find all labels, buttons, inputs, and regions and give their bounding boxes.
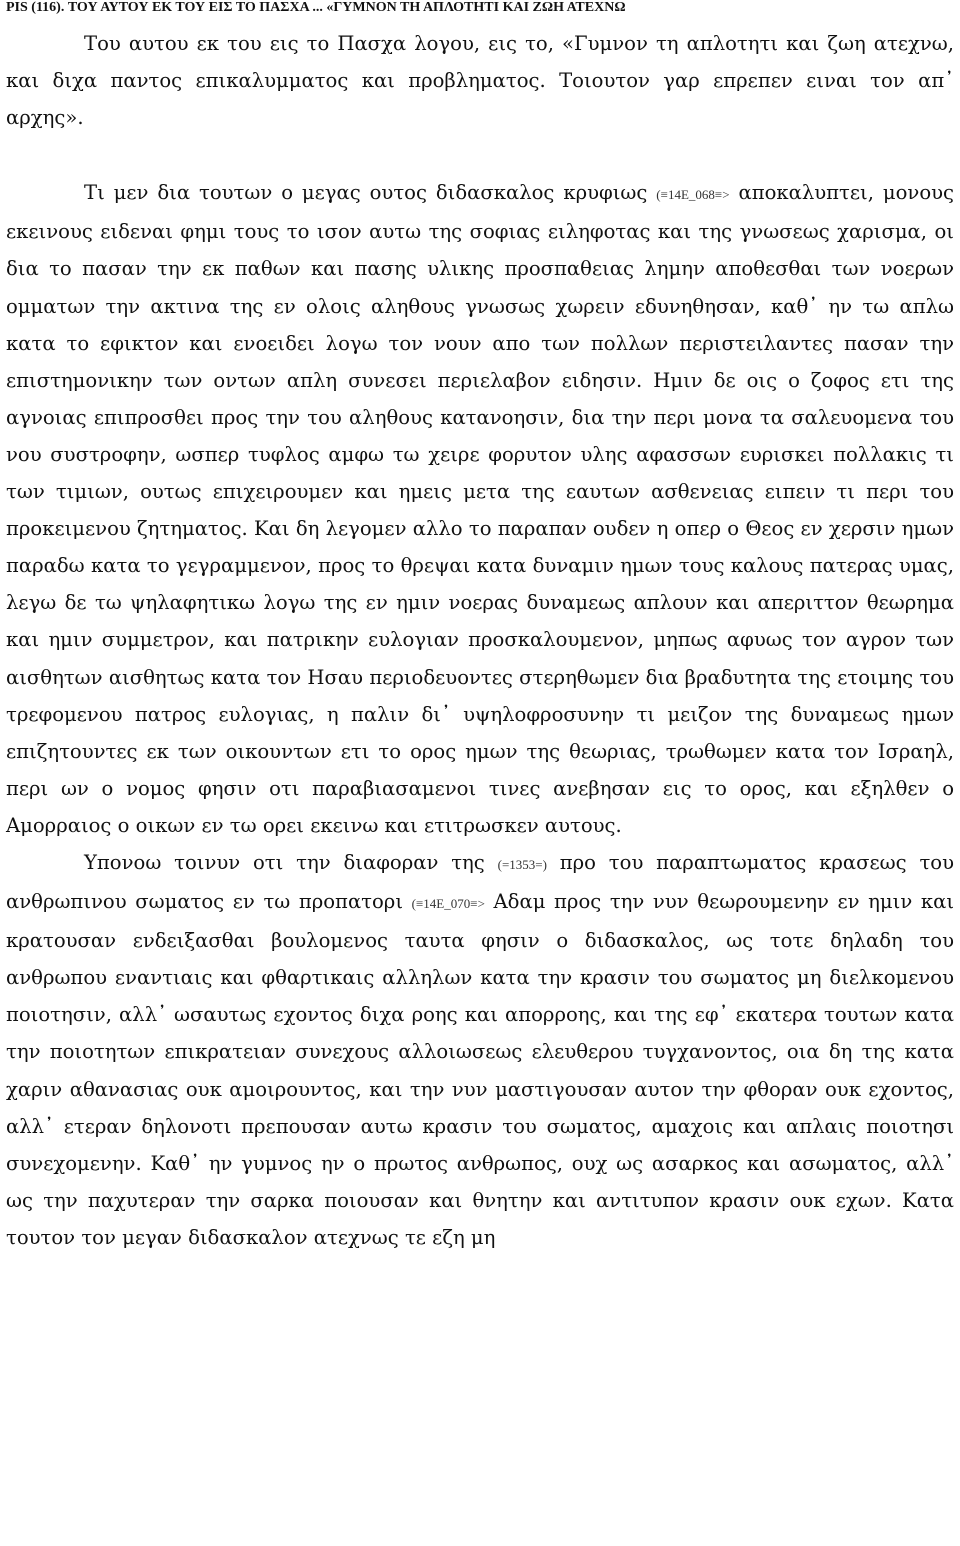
paragraph-closing (6, 844, 954, 1256)
paragraph-main-opening: Τι μεν δια τουτων ο μεγας ουτος διδασκαλος κρυφιως (84, 181, 648, 205)
page-marker: (≡14E_068≡> (656, 187, 730, 203)
paragraph-intro: Του αυτου εκ του εις το Πασχα λογου, εις το, «Γυμνον τη απλοτητι και ζωη ατεχνω, και διχα παντος επικαλυμματος και προβληματος. Τοιουτον γαρ επρεπεν ειναι τον απ᾿ αρχης». (6, 32, 954, 130)
page-marker: (=1353=) (497, 856, 547, 872)
running-header: PIS (116). ΤΟΥ ΑΥΤΟΥ ΕΚ ΤΟΥ ΕΙΣ ΤΟ ΠΑΣΧΑ ... «ΓΥΜΝΟΝ ΤΗ ΑΠΛΟΤΗΤΙ ΚΑΙ ΖΩΗ ΑΤΕΧΝΩ (6, 0, 626, 15)
paragraph-main (6, 174, 954, 844)
paragraph-closing-opening: Υπονοω τοινυν οτι την διαφοραν της (84, 850, 485, 874)
document-page (6, 0, 954, 1256)
paragraph-closing-middle: προ του παραπτωματος κρασεως του ανθρωπινου σωματος εν τω προπατορι (6, 850, 954, 914)
paragraph-main-body: αποκαλυπτει, μονους εκεινους ειδεναι φημι τους το ισον αυτω της σοφιας ειληφοτας και της γνωσεως χαρισμα, οι δια το πασαν την εκ παθων και πασης υλικης προσπαθειας λημην αποθεσθαι των νοερων ομματων την ακτινα της εν ολοις αληθους γνωσως χωρειν εδυνηθησαν, καθ᾿ ην τω απλω κατα το εφικτον και ενοειδει λογω τον νουν απο των πολλων περιστειλαντες πασαν την επιστημονικην των οντων απλη συνεσει περιελαβον ειδησιν. Ημιν δε οις ο ζοφος ετι της αγνοιας επιπροσθει προς την του αληθους κατανοησιν, δια την περι μονα τα σαλευομενα του νου συστροφην, ωσπερ τυφλος αμφω τω χειρε φορυτον υλης αφασσων ευρισκει πολλακις τι των τιμιων, ουτως επιχειρουμεν και ημεις μετα της εαυτων ασθενειας ειπειν τι περι του προκειμενου ζητηματος. Και δη λεγομεν αλλο το παραπαν ουδεν η οπερ ο Θεος εν χερσιν ημων παραδω κατα το γεγραμμενον, προς το θρεψαι κατα δυναμιν ημων τους καλους πατερας υμας, λεγω δε τω ψηλαφητικω λογω της εν ημιν νοερας δυναμεως απλουν και απεριττον θεωρημα και ημιν συμμετρον, και πατρικην ευλογιαν προσκαλουμενον, μηπως αφυως τον αγρον των αισθητων αισθητως κατα τον Ησαυ περιοδευοντες στερηθωμεν δια βραδυτητα της ετοιμης του τρεφομενου πατρος ευλογιας, η παλιν δι᾿ υψηλοφροσυνην τι μειζον της δυναμεως ημων επιζητουντες εκ των οικουντων ετι το ορος ημων της θεωριας, τρωθωμεν κατα τον Ισραηλ, περι ων ο νομος φησιν οτι παραβιασαμενοι τινες ανεβησαν εις το ορος, και εξηλθεν ο Αμορραιος ο οικων εν τω ορει εκεινω και ετιτρωσκεν αυτους. (6, 181, 954, 837)
page-marker: (≡14E_070≡> (411, 896, 485, 912)
paragraph-closing-body: Αδαμ προς την νυν θεωρουμενην εν ημιν και κρατουσαν ενδειξασθαι βουλομενος ταυτα φησιν ο διδασκαλος, ως τοτε δηλαδη του ανθρωπου εναντιαις και φθαρτικαις αλληλων κατα την κρασιν του σωματος μη διελκομενου ποιοτησιν, αλλ᾿ ωσαυτως εχοντος διχα ροης και απορροης, και της εφ᾿ εκατερα τουτων κατα την ποιοτητων επικρατειαν συνεχους αλλοιωσεως ελευθερου τυγχανοντος, οια δη της κατα χαριν αθανασιας ουκ αμοιρουντος, και την νυν μαστιγουσαν αυτον την φθοραν ουκ εχοντος, αλλ᾿ ετεραν δηλονοτι πρεπουσαν αυτω κρασιν του σωματος, αμαχοις και απλαις ποιοτησι συνεχομενην. Καθ᾿ ην γυμνος ην ο πρωτος ανθρωπος, ουχ ως ασαρκος και ασωματος, αλλ᾿ ως την παχυτεραν την σαρκα ποιουσαν και θνητην και αντιτυπον κρασιν ουκ εχων. Κατα τουτον τον μεγαν διδασκαλον ατεχνως τε εζη μη (6, 890, 955, 1249)
